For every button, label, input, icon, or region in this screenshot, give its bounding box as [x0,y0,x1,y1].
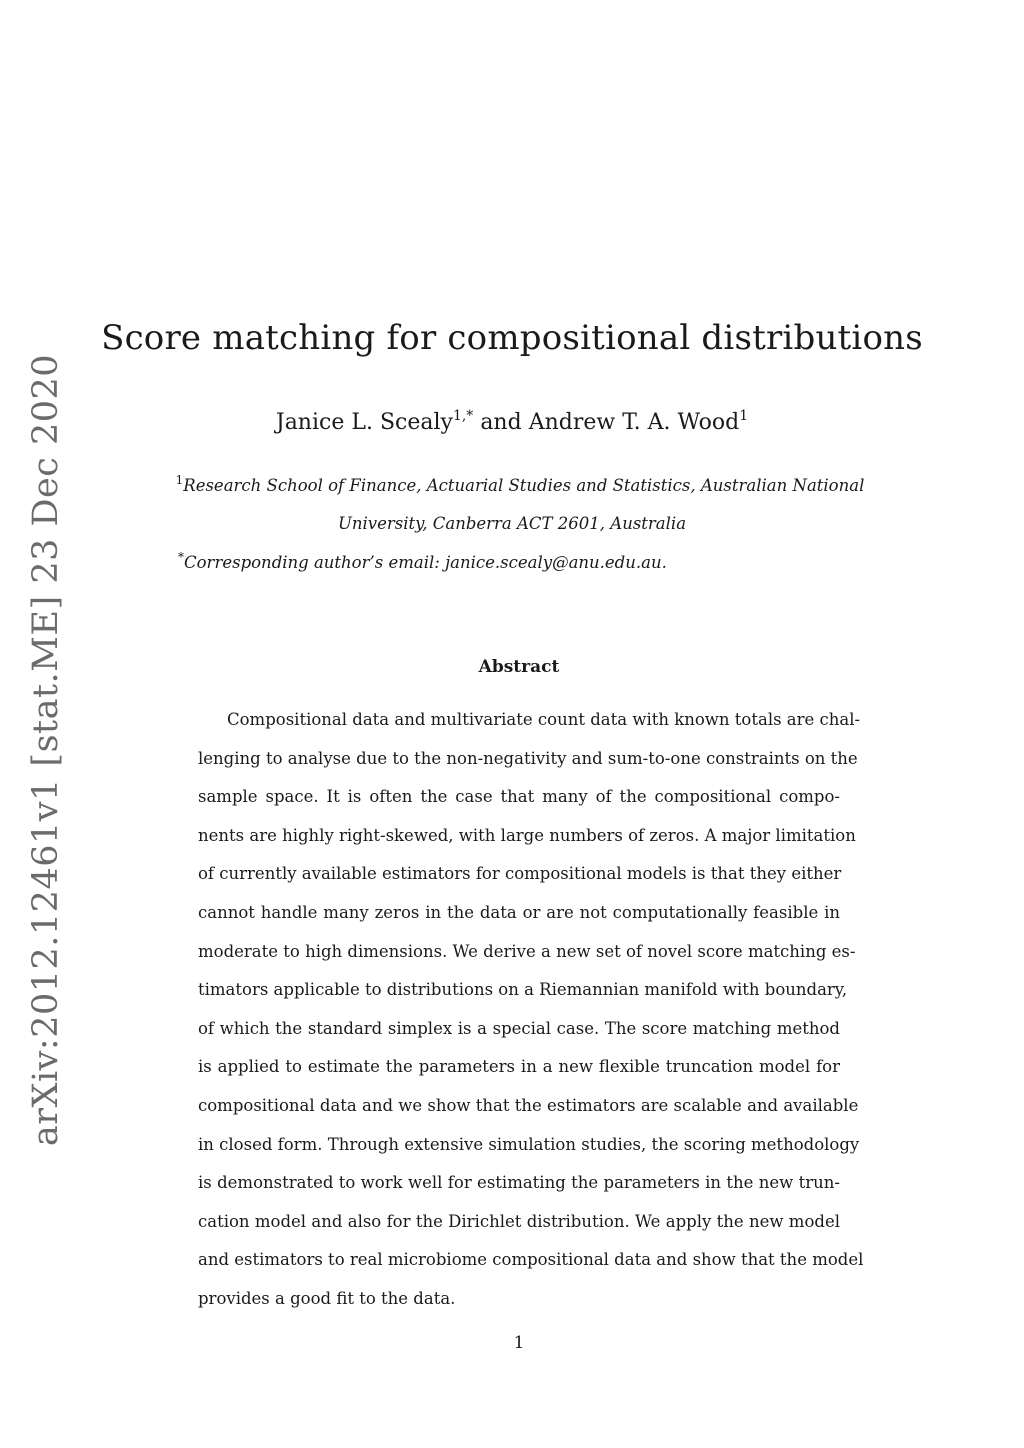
abstract-line: sample space. It is often the case that many of the compositional compo- [198,787,840,807]
abstract-line: of which the standard simplex is a special case. The score matching method [198,1018,840,1038]
arxiv-identifier-text: arXiv:2012.12461v1 [stat.ME] 23 Dec 2020 [26,353,66,1147]
affiliation-text: University, Canberra ACT 2601, Australia [337,514,687,533]
abstract-line: compositional data and we show that the estimators are scalable and available [198,1095,859,1115]
affiliation-text: Research School of Finance, Actuarial Studies and Statistics, Australian National [183,476,865,495]
abstract-line: moderate to high dimensions. We derive a new set of novel score matching es- [198,941,856,961]
page-number: 1 [513,1333,525,1353]
abstract-line: cannot handle many zeros in the data or are not computationally feasible in [198,902,840,922]
corresponding-email-text: Corresponding author’s email: janice.scealy@anu.edu.au. [184,553,667,572]
affiliation-line [0,514,1024,533]
author-affiliation-mark: 1 [739,408,749,424]
abstract-heading: Abstract [478,657,560,677]
affiliation-mark: 1 [175,473,184,487]
paper-title: Score matching for compositional distributions [101,318,923,358]
abstract-line: lenging to analyse due to the non-negativity and sum-to-one constraints on the [198,748,858,768]
abstract-line: provides a good fit to the data. [198,1288,456,1308]
abstract-line: timators applicable to distributions on a Riemannian manifold with boundary, [198,980,848,1000]
author-affiliation-mark: 1,* [452,408,474,424]
abstract-line: is demonstrated to work well for estimating the parameters in the new trun- [198,1173,840,1193]
abstract-line: cation model and also for the Dirichlet distribution. We apply the new model [198,1211,840,1231]
abstract-line: Compositional data and multivariate count data with known totals are chal- [227,710,861,729]
affiliation-line [8,473,1024,495]
author-connector: and [480,410,522,435]
author-name: Andrew T. A. Wood [528,410,740,435]
abstract-line: of currently available estimators for compositional models is that they either [198,864,842,884]
abstract-line: is applied to estimate the parameters in a new flexible truncation model for [198,1057,840,1077]
author-list [0,410,1024,435]
abstract-body [198,701,864,1319]
corresponding-mark: * [178,550,184,564]
abstract-line: nents are highly right-skewed, with large numbers of zeros. A major limitation [198,825,856,845]
author-name: Janice L. Scealy [275,410,453,435]
corresponding-author-note [178,550,667,572]
abstract-line: and estimators to real microbiome compositional data and show that the model [198,1250,864,1270]
abstract-line: in closed form. Through extensive simulation studies, the scoring methodology [198,1134,860,1154]
